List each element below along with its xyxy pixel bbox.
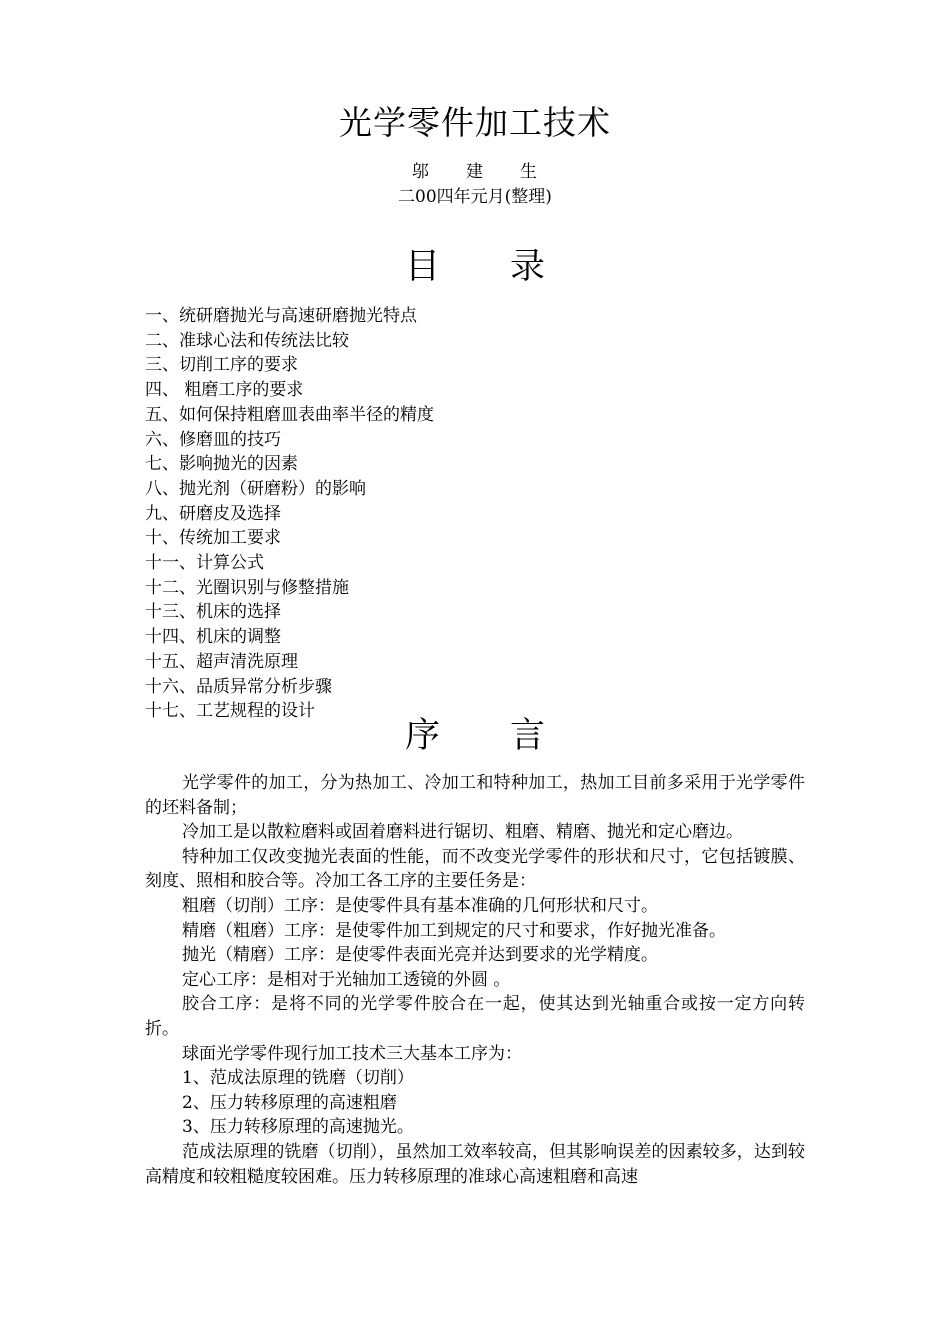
preface-paragraph: 3、压力转移原理的高速抛光。 xyxy=(182,1117,414,1138)
toc-item: 八、抛光剂（研磨粉）的影响 xyxy=(145,478,366,499)
table-of-contents xyxy=(145,304,434,724)
document-date: 二00四年元月(整理) xyxy=(398,187,552,207)
preface-paragraph: 胶合工序：是将不同的光学零件胶合在一起，使其达到光轴重合或按一定方向转折。 xyxy=(145,994,805,1039)
toc-item: 七、影响抛光的因素 xyxy=(145,454,298,475)
preface-paragraph: 精磨（粗磨）工序：是使零件加工到规定的尺寸和要求，作好抛光准备。 xyxy=(182,920,726,941)
toc-item: 五、如何保持粗磨皿表曲率半径的精度 xyxy=(145,404,434,425)
toc-item: 三、切削工序的要求 xyxy=(145,355,298,376)
toc-heading: 目 录 xyxy=(404,247,545,287)
preface-body xyxy=(145,771,805,1189)
preface-paragraph: 2、压力转移原理的高速粗磨 xyxy=(182,1092,397,1113)
preface-paragraph: 球面光学零件现行加工技术三大基本工序为： xyxy=(182,1043,522,1064)
preface-heading: 序 言 xyxy=(404,716,545,756)
toc-item: 十七、工艺规程的设计 xyxy=(145,701,315,722)
toc-item: 四、 粗磨工序的要求 xyxy=(145,380,304,401)
toc-item: 十一、计算公式 xyxy=(145,553,264,574)
preface-paragraph: 特种加工仅改变抛光表面的性能，而不改变光学零件的形状和尺寸，它包括镀膜、刻度、照相和胶合等。冷加工各工序的主要任务是： xyxy=(145,846,805,892)
preface-paragraph: 抛光（精磨）工序：是使零件表面光亮并达到要求的光学精度。 xyxy=(182,945,658,966)
toc-item: 六、修磨皿的技巧 xyxy=(145,429,281,450)
toc-item: 一、统研磨抛光与高速研磨抛光特点 xyxy=(145,306,417,326)
preface-paragraph: 1、范成法原理的铣磨（切削） xyxy=(182,1068,414,1089)
toc-item: 九、研磨皮及选择 xyxy=(145,503,281,524)
toc-item: 十四、机床的调整 xyxy=(145,627,281,648)
document-title: 光学零件加工技术 xyxy=(339,103,611,142)
preface-paragraph: 定心工序：是相对于光轴加工透镜的外圆 。 xyxy=(182,969,511,990)
document-author: 邬 建 生 xyxy=(412,162,538,182)
toc-item: 十二、光圈识别与修整措施 xyxy=(145,577,349,598)
toc-item: 十三、机床的选择 xyxy=(145,602,281,623)
preface-paragraph: 范成法原理的铣磨（切削），虽然加工效率较高，但其影响误差的因素较多，达到较高精度和较粗糙度较困难。压力转移原理的准球心高速粗磨和高速 xyxy=(145,1141,805,1187)
preface-paragraph: 冷加工是以散粒磨料或固着磨料进行锯切、粗磨、精磨、抛光和定心磨边。 xyxy=(182,822,743,843)
preface-paragraph: 粗磨（切削）工序：是使零件具有基本准确的几何形状和尺寸。 xyxy=(182,895,658,916)
toc-item: 二、准球心法和传统法比较 xyxy=(145,330,349,351)
toc-item: 十、传统加工要求 xyxy=(145,528,281,549)
preface-paragraph: 光学零件的加工，分为热加工、冷加工和特种加工，热加工目前多采用于光学零件的坯料备制； xyxy=(145,773,805,818)
toc-item: 十五、超声清洗原理 xyxy=(145,651,298,672)
toc-item: 十六、品质异常分析步骤 xyxy=(145,676,332,697)
